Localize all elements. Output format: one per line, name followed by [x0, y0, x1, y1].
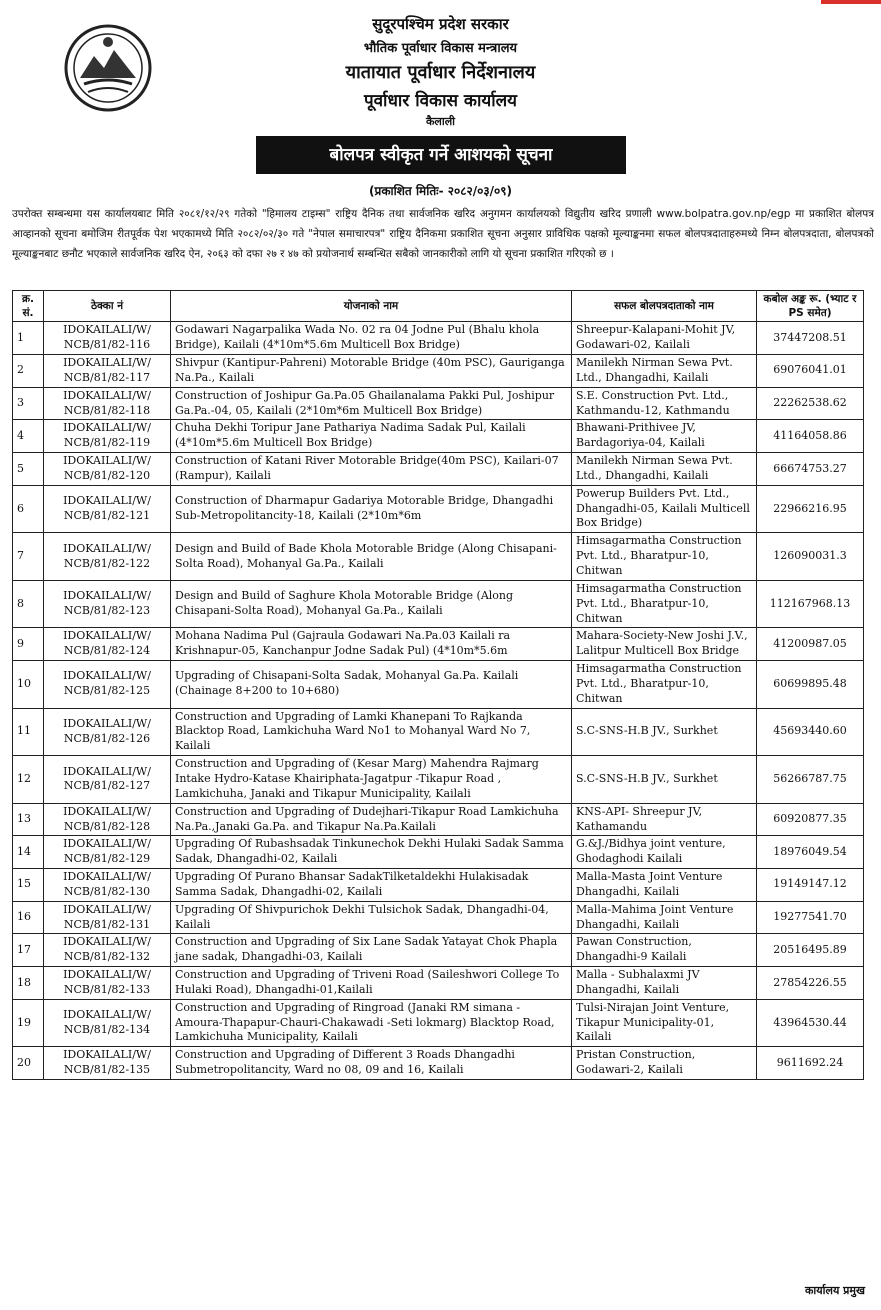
- cell-project-name: Chuha Dekhi Toripur Jane Pathariya Nadima Sadak Pul, Kailali (4*10m*5.6m Multicell Box Bridge): [171, 420, 572, 453]
- table-header-row: [13, 291, 864, 322]
- cell-amount: 22966216.95: [757, 485, 864, 533]
- header-province: सुदूरपश्चिम प्रदेश सरकार: [372, 15, 509, 33]
- cell-contract-no: IDOKAILALI/W/ NCB/81/82-130: [44, 869, 171, 902]
- cell-bidder: Malla - Subhalaxmi JV Dhangadhi, Kailali: [572, 967, 757, 1000]
- corner-mark: [821, 0, 881, 4]
- cell-amount: 69076041.01: [757, 355, 864, 388]
- cell-project-name: Construction and Upgrading of Ringroad (Janaki RM simana -Amoura-Thapapur-Chauri-Chakawadi -Seti lokmarg) Blacktop Road, Lamkichuha Municipality, Kailali: [171, 999, 572, 1047]
- cell-bidder: Manilekh Nirman Sewa Pvt. Ltd., Dhangadhi, Kailali: [572, 453, 757, 486]
- table-row: [13, 869, 864, 902]
- cell-sn: 10: [13, 661, 44, 709]
- cell-project-name: Design and Build of Bade Khola Motorable Bridge (Along Chisapani-Solta Road), Mohanyal Ga.Pa., Kailali: [171, 533, 572, 581]
- cell-contract-no: IDOKAILALI/W/ NCB/81/82-126: [44, 708, 171, 756]
- cell-project-name: Godawari Nagarpalika Wada No. 02 ra 04 Jodne Pul (Bhalu khola Bridge), Kailali (4*10m*5.6m Multicell Box Bridge): [171, 322, 572, 355]
- cell-contract-no: IDOKAILALI/W/ NCB/81/82-119: [44, 420, 171, 453]
- cell-contract-no: IDOKAILALI/W/ NCB/81/82-124: [44, 628, 171, 661]
- cell-contract-no: IDOKAILALI/W/ NCB/81/82-129: [44, 836, 171, 869]
- cell-project-name: Construction and Upgrading of Six Lane Sadak Yatayat Chok Phapla jane sadak, Dhangadhi-03, Kailali: [171, 934, 572, 967]
- cell-project-name: Construction and Upgrading of Different 3 Roads Dhangadhi Submetropolitancity, Ward no 08, 09 and 16, Kailali: [171, 1047, 572, 1080]
- table-row: [13, 1047, 864, 1080]
- cell-project-name: Construction and Upgrading of Triveni Road (Saileshwori College To Hulaki Road), Dhangadhi-01,Kailali: [171, 967, 572, 1000]
- cell-sn: 8: [13, 580, 44, 628]
- header-project-name: योजनाको नाम: [171, 291, 572, 322]
- header-directorate: यातायात पूर्वाधार निर्देशनालय: [345, 62, 536, 83]
- table-row: [13, 580, 864, 628]
- cell-project-name: Construction of Joshipur Ga.Pa.05 Ghailanalama Pakki Pul, Joshipur Ga.Pa.-04, 05, Kailali (2*10m*6m Multicell Box Bridge): [171, 387, 572, 420]
- table-row: [13, 322, 864, 355]
- cell-amount: 43964530.44: [757, 999, 864, 1047]
- cell-amount: 41164058.86: [757, 420, 864, 453]
- cell-project-name: Shivpur (Kantipur-Pahreni) Motorable Bridge (40m PSC), Gauriganga Na.Pa., Kailali: [171, 355, 572, 388]
- table-row: [13, 453, 864, 486]
- cell-contract-no: IDOKAILALI/W/ NCB/81/82-123: [44, 580, 171, 628]
- cell-sn: 14: [13, 836, 44, 869]
- bid-acceptance-table: [12, 290, 864, 1080]
- header-ministry: भौतिक पूर्वाधार विकास मन्त्रालय: [363, 41, 518, 56]
- cell-bidder: Himsagarmatha Construction Pvt. Ltd., Bharatpur-10, Chitwan: [572, 661, 757, 709]
- table-row: [13, 901, 864, 934]
- cell-bidder: Manilekh Nirman Sewa Pvt. Ltd., Dhangadhi, Kailali: [572, 355, 757, 388]
- cell-amount: 22262538.62: [757, 387, 864, 420]
- table-row: [13, 934, 864, 967]
- cell-sn: 13: [13, 803, 44, 836]
- cell-bidder: Malla-Mahima Joint Venture Dhangadhi, Kailali: [572, 901, 757, 934]
- cell-contract-no: IDOKAILALI/W/ NCB/81/82-121: [44, 485, 171, 533]
- cell-amount: 19149147.12: [757, 869, 864, 902]
- cell-contract-no: IDOKAILALI/W/ NCB/81/82-125: [44, 661, 171, 709]
- table-row: [13, 355, 864, 388]
- header-office: पूर्वाधार विकास कार्यालय: [363, 91, 518, 111]
- cell-sn: 19: [13, 999, 44, 1047]
- cell-sn: 16: [13, 901, 44, 934]
- table-row: [13, 999, 864, 1047]
- cell-contract-no: IDOKAILALI/W/ NCB/81/82-132: [44, 934, 171, 967]
- cell-amount: 60699895.48: [757, 661, 864, 709]
- cell-bidder: Pristan Construction, Godawari-2, Kailali: [572, 1047, 757, 1080]
- cell-sn: 5: [13, 453, 44, 486]
- cell-sn: 17: [13, 934, 44, 967]
- cell-amount: 27854226.55: [757, 967, 864, 1000]
- cell-bidder: Shreepur-Kalapani-Mohit JV, Godawari-02, Kailali: [572, 322, 757, 355]
- cell-bidder: KNS-API- Shreepur JV, Kathamandu: [572, 803, 757, 836]
- cell-contract-no: IDOKAILALI/W/ NCB/81/82-127: [44, 756, 171, 804]
- cell-amount: 41200987.05: [757, 628, 864, 661]
- cell-contract-no: IDOKAILALI/W/ NCB/81/82-117: [44, 355, 171, 388]
- cell-amount: 60920877.35: [757, 803, 864, 836]
- table-row: [13, 708, 864, 756]
- cell-bidder: S.C-SNS-H.B JV., Surkhet: [572, 756, 757, 804]
- table-row: [13, 420, 864, 453]
- header-contract-no: ठेक्का नं: [44, 291, 171, 322]
- header-amount: कबोल अङ्क रू. (भ्याट र PS समेत): [757, 291, 864, 322]
- intro-paragraph: उपरोक्त सम्बन्धमा यस कार्यालयबाट मिति २०८१/१२/२९ गतेको "हिमालय टाइम्स" राष्ट्रिय दैनिक तथा सार्वजनिक खरिद अनुगमन कार्यालयको विद्युतीय खरिद प्रणाली www.bolpatra.gov.np/egp मा प्रकाशित बोलपत्र आव्हानको सूचना बमोजिम रीतपूर्वक पेश भएकामध्ये मिति २०८२/०२/३० गते "नेपाल समाचारपत्र" राष्ट्रिय दैनिकमा प्रकाशित सूचना अनुसार प्राविधिक पक्षको मूल्याङ्कनमा सफल बोलपत्रदाताहरुमध्ये निम्न बोलपत्रदाता, बोलपत्रको मूल्याङ्कनबाट छनौट भएकाले सार्वजनिक खरिद ऐन, २०६३ को दफा २७ र ४७ को प्रयोजनार्थ सम्बन्धित सबैको जानकारीको लागि यो सूचना प्रकाशित गरिएको छ ।: [12, 208, 874, 260]
- cell-contract-no: IDOKAILALI/W/ NCB/81/82-116: [44, 322, 171, 355]
- header-district: कैलाली: [425, 115, 456, 128]
- cell-contract-no: IDOKAILALI/W/ NCB/81/82-133: [44, 967, 171, 1000]
- cell-contract-no: IDOKAILALI/W/ NCB/81/82-128: [44, 803, 171, 836]
- cell-project-name: Upgrading of Chisapani-Solta Sadak, Mohanyal Ga.Pa. Kailali (Chainage 8+200 to 10+680): [171, 661, 572, 709]
- cell-amount: 37447208.51: [757, 322, 864, 355]
- cell-sn: 2: [13, 355, 44, 388]
- cell-amount: 20516495.89: [757, 934, 864, 967]
- cell-bidder: Powerup Builders Pvt. Ltd., Dhangadhi-05, Kailali Multicell Box Bridge): [572, 485, 757, 533]
- cell-bidder: Tulsi-Nirajan Joint Venture, Tikapur Municipality-01, Kailali: [572, 999, 757, 1047]
- table-row: [13, 803, 864, 836]
- cell-sn: 4: [13, 420, 44, 453]
- cell-bidder: Himsagarmatha Construction Pvt. Ltd., Bharatpur-10, Chitwan: [572, 533, 757, 581]
- cell-project-name: Construction and Upgrading of Dudejhari-Tikapur Road Lamkichuha Na.Pa.,Janaki Ga.Pa. and Tikapur Na.Pa.Kailali: [171, 803, 572, 836]
- cell-sn: 9: [13, 628, 44, 661]
- cell-sn: 6: [13, 485, 44, 533]
- cell-sn: 1: [13, 322, 44, 355]
- cell-sn: 20: [13, 1047, 44, 1080]
- cell-sn: 12: [13, 756, 44, 804]
- cell-bidder: Bhawani-Prithivee JV, Bardagoriya-04, Kailali: [572, 420, 757, 453]
- cell-project-name: Design and Build of Saghure Khola Motorable Bridge (Along Chisapani-Solta Road), Mohanyal Ga.Pa., Kailali: [171, 580, 572, 628]
- cell-amount: 66674753.27: [757, 453, 864, 486]
- table-row: [13, 661, 864, 709]
- cell-amount: 9611692.24: [757, 1047, 864, 1080]
- table-row: [13, 387, 864, 420]
- cell-contract-no: IDOKAILALI/W/ NCB/81/82-120: [44, 453, 171, 486]
- cell-amount: 56266787.75: [757, 756, 864, 804]
- cell-project-name: Construction and Upgrading of (Kesar Marg) Mahendra Rajmarg Intake Hydro-Katase Khairiphata-Jagatpur -Tikapur Road , Lamkichuha, Janaki and Tikapur Municipality, Kailali: [171, 756, 572, 804]
- cell-project-name: Mohana Nadima Pul (Gajraula Godawari Na.Pa.03 Kailali ra Krishnapur-05, Kanchanpur Jodne Sadak Pul) (4*10m*5.6m: [171, 628, 572, 661]
- cell-sn: 3: [13, 387, 44, 420]
- cell-amount: 126090031.3: [757, 533, 864, 581]
- cell-project-name: Construction of Katani River Motorable Bridge(40m PSC), Kailari-07 (Rampur), Kailali: [171, 453, 572, 486]
- published-date: (प्रकाशित मितिः- २०८२/०३/०९): [369, 184, 512, 198]
- cell-amount: 112167968.13: [757, 580, 864, 628]
- cell-sn: 15: [13, 869, 44, 902]
- cell-project-name: Construction of Dharmapur Gadariya Motorable Bridge, Dhangadhi Sub-Metropolitancity-18, Kailali (2*10m*6m: [171, 485, 572, 533]
- cell-project-name: Upgrading Of Purano Bhansar SadakTilketaldekhi Hulakisadak Samma Sadak, Dhangadhi-02, Kailali: [171, 869, 572, 902]
- cell-bidder: S.C-SNS-H.B JV., Surkhet: [572, 708, 757, 756]
- cell-bidder: Mahara-Society-New Joshi J.V., Lalitpur Multicell Box Bridge: [572, 628, 757, 661]
- cell-bidder: Pawan Construction, Dhangadhi-9 Kailali: [572, 934, 757, 967]
- cell-amount: 45693440.60: [757, 708, 864, 756]
- cell-contract-no: IDOKAILALI/W/ NCB/81/82-122: [44, 533, 171, 581]
- cell-project-name: Construction and Upgrading of Lamki Khanepani To Rajkanda Blacktop Road, Lamkichuha Ward No1 to Mohanyal Ward No 7, Kailali: [171, 708, 572, 756]
- table-row: [13, 533, 864, 581]
- table-row: [13, 485, 864, 533]
- cell-sn: 18: [13, 967, 44, 1000]
- cell-amount: 19277541.70: [757, 901, 864, 934]
- office-chief-signature: कार्यालय प्रमुख: [804, 1284, 865, 1297]
- table-row: [13, 628, 864, 661]
- cell-contract-no: IDOKAILALI/W/ NCB/81/82-134: [44, 999, 171, 1047]
- cell-sn: 7: [13, 533, 44, 581]
- cell-project-name: Upgrading Of Shivpurichok Dekhi Tulsichok Sadak, Dhangadhi-04, Kailali: [171, 901, 572, 934]
- notice-title: बोलपत्र स्वीकृत गर्ने आशयको सूचना: [256, 136, 626, 174]
- header-bidder: सफल बोलपत्रदाताको नाम: [572, 291, 757, 322]
- cell-bidder: G.&J./Bidhya joint venture, Ghodaghodi Kailali: [572, 836, 757, 869]
- cell-bidder: Malla-Masta Joint Venture Dhangadhi, Kailali: [572, 869, 757, 902]
- cell-sn: 11: [13, 708, 44, 756]
- cell-bidder: Himsagarmatha Construction Pvt. Ltd., Bharatpur-10, Chitwan: [572, 580, 757, 628]
- cell-contract-no: IDOKAILALI/W/ NCB/81/82-118: [44, 387, 171, 420]
- cell-project-name: Upgrading Of Rubashsadak Tinkunechok Dekhi Hulaki Sadak Samma Sadak, Dhangadhi-02, Kailali: [171, 836, 572, 869]
- header-sn: क्र. सं.: [13, 291, 44, 322]
- table-row: [13, 836, 864, 869]
- table-row: [13, 967, 864, 1000]
- table-row: [13, 756, 864, 804]
- cell-amount: 18976049.54: [757, 836, 864, 869]
- cell-bidder: S.E. Construction Pvt. Ltd., Kathmandu-12, Kathmandu: [572, 387, 757, 420]
- cell-contract-no: IDOKAILALI/W/ NCB/81/82-131: [44, 901, 171, 934]
- cell-contract-no: IDOKAILALI/W/ NCB/81/82-135: [44, 1047, 171, 1080]
